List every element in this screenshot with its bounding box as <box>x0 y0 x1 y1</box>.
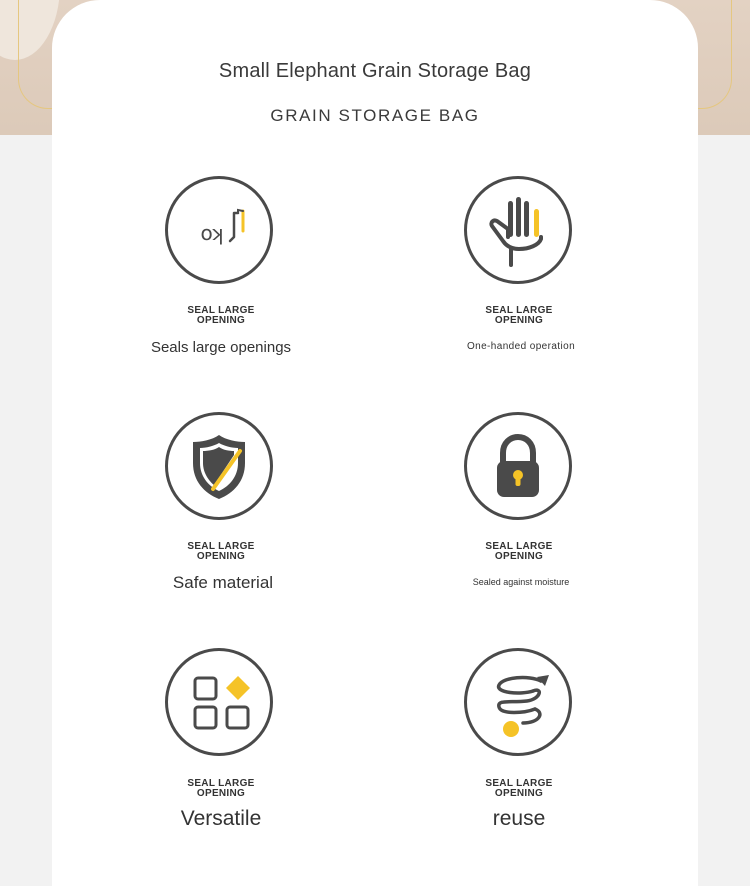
feature-caption: SEAL LARGE OPENING <box>485 305 553 326</box>
feature-caption: SEAL LARGE OPENING <box>485 778 553 799</box>
svg-text:ko: ko <box>200 224 224 248</box>
spiral-arrow-icon <box>464 648 572 756</box>
hand-icon <box>464 176 572 284</box>
feature-label: Versatile <box>180 807 262 830</box>
content-card <box>52 0 698 886</box>
seal-clip-icon <box>165 176 273 284</box>
grid-icon <box>165 648 273 756</box>
feature-caption: SEAL LARGE OPENING <box>187 778 255 799</box>
feature-label: Safe material <box>172 573 274 592</box>
feature-caption: SEAL LARGE OPENING <box>485 541 553 562</box>
feature-label: reuse <box>492 807 546 830</box>
page-subtitle: GRAIN STORAGE BAG <box>270 106 480 125</box>
feature-label: Sealed against moisture <box>472 577 570 587</box>
shield-icon <box>165 412 273 520</box>
feature-label: One-handed operation <box>466 341 576 352</box>
feature-caption: SEAL LARGE OPENING <box>187 541 255 562</box>
feature-label: Seals large openings <box>150 339 292 356</box>
feature-caption: SEAL LARGE OPENING <box>187 305 255 326</box>
padlock-icon <box>464 412 572 520</box>
page-title: Small Elephant Grain Storage Bag <box>218 60 532 82</box>
